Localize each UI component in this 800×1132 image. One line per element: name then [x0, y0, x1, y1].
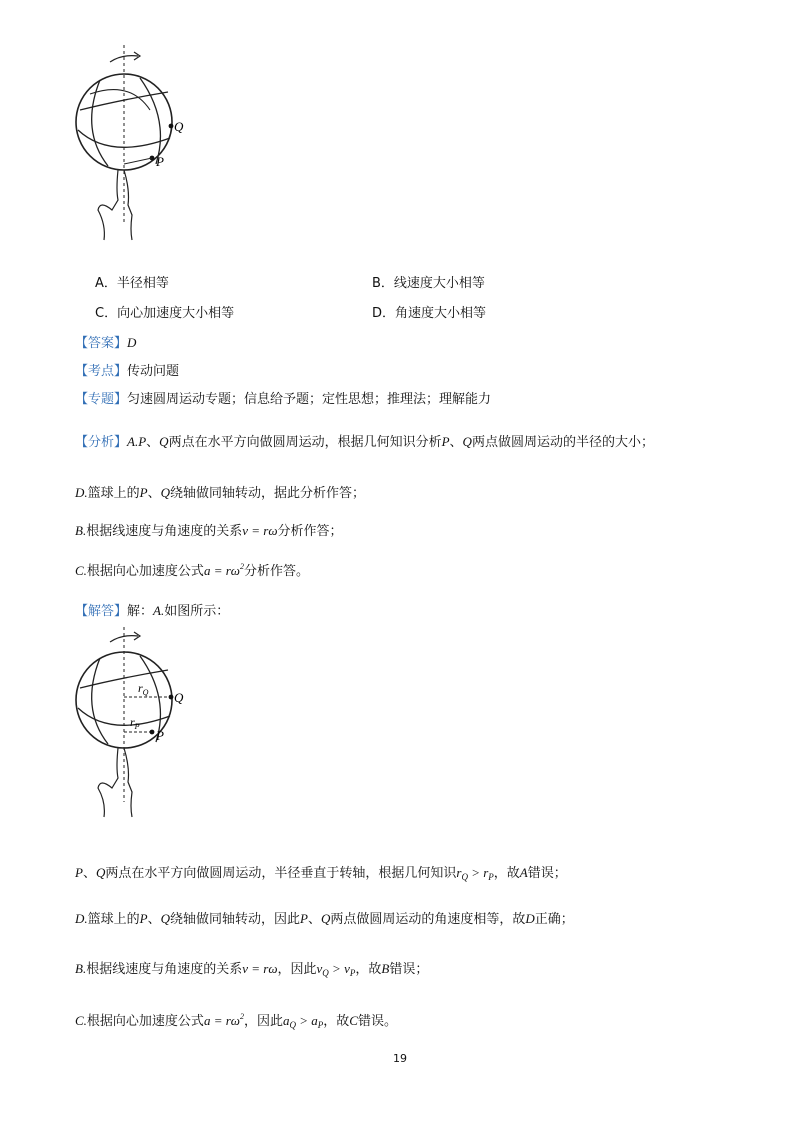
- fenxi-l3-text2: 分析作答；: [277, 524, 343, 539]
- sol2-text1: 篮球上的: [87, 912, 140, 927]
- sol4-a2: a: [311, 1013, 318, 1028]
- basketball-figure-2: [60, 622, 200, 822]
- sol1-a: A: [519, 865, 528, 880]
- sol3-text3: ，故: [355, 962, 382, 977]
- sol1-gt: >: [467, 865, 484, 880]
- sol1-r: r: [456, 865, 462, 880]
- sol1-q-sub: Q: [461, 872, 468, 882]
- fenxi-l2-q: Q: [160, 485, 171, 500]
- label-q-2: Q: [174, 690, 184, 705]
- jieda-intro: 解：: [127, 604, 154, 619]
- sol4-text2: ，因此: [243, 1014, 283, 1029]
- label-p-1: P: [156, 154, 164, 169]
- sol4-a: a: [282, 1013, 290, 1028]
- sol2-text4: 正确；: [534, 912, 574, 927]
- option-d: D．角速度大小相等: [372, 306, 487, 321]
- sol4-exp: 2: [239, 1012, 244, 1021]
- sol-line-3: [75, 958, 428, 978]
- fenxi-l3-text1: 根据线速度与角速度的关系: [86, 524, 243, 539]
- fenxi-line-4: [75, 560, 309, 579]
- fenxi-line-1: [75, 431, 654, 450]
- sep: 、: [147, 912, 161, 927]
- sol3-b: B: [381, 961, 390, 976]
- sep: 、: [146, 435, 160, 450]
- zhuanti-line: [75, 388, 491, 407]
- zhuanti-tag: 【专题】: [75, 392, 128, 407]
- sol-line-1: [75, 862, 567, 882]
- sol3-gt: >: [328, 961, 345, 976]
- sol3-v: v: [316, 961, 323, 976]
- fenxi-l4-text1: 根据向心加速度公式: [86, 564, 204, 579]
- sol-line-4: [75, 1010, 397, 1030]
- option-c: C．向心加速度大小相等: [95, 306, 235, 321]
- sol4-p-sub: P: [317, 1020, 324, 1030]
- jieda-line: [75, 600, 229, 619]
- sol3-text1: 根据线速度与角速度的关系: [86, 962, 243, 977]
- sol2-label: D.: [75, 911, 88, 926]
- fenxi-q: Q: [159, 434, 169, 449]
- jieda-intro-text: 如图所示：: [164, 604, 230, 619]
- option-a: A．半径相等: [95, 276, 169, 291]
- fenxi-q2: Q: [462, 434, 472, 449]
- fenxi-label-b: B.: [75, 523, 87, 538]
- sol4-label: C.: [75, 1013, 87, 1028]
- sep: 、: [307, 912, 321, 927]
- sep: 、: [147, 486, 161, 501]
- sol1-text2: 两点在水平方向做圆周运动，半径垂直于转轴，根据几何知识: [105, 866, 457, 881]
- sep: 、: [449, 435, 463, 450]
- sol4-q-sub: Q: [289, 1020, 296, 1030]
- label-p-2: P: [156, 728, 164, 743]
- jieda-tag: 【解答】: [75, 604, 128, 619]
- label-q-1: Q: [174, 119, 184, 134]
- basketball-figure-1: [60, 40, 200, 250]
- sol4-c: C: [349, 1013, 358, 1028]
- fenxi-tag: 【分析】: [75, 435, 128, 450]
- sol2-p2: P: [300, 911, 308, 926]
- page-number: 19: [393, 1052, 407, 1065]
- sol4-text1: 根据向心加速度公式: [86, 1014, 204, 1029]
- zhuanti-text: 匀速圆周运动专题；信息给予题；定性思想；推理法；理解能力: [127, 392, 492, 407]
- fenxi-label-c: C.: [75, 563, 87, 578]
- fenxi-text2: 两点做圆周运动的半径的大小；: [471, 435, 654, 450]
- sol2-text2: 绕轴做同轴转动，因此: [170, 912, 301, 927]
- sol4-text4: 错误。: [357, 1014, 397, 1029]
- label-rq: $r_Q$: [138, 681, 149, 697]
- fenxi-p: P: [441, 434, 450, 449]
- sol1-text4: 错误；: [527, 866, 567, 881]
- sol2-d: D: [525, 911, 535, 926]
- sol4-formula: a = rω: [203, 1013, 240, 1028]
- sol2-text3: 两点做圆周运动的角速度相等，故: [330, 912, 526, 927]
- fenxi-l2-text1: 篮球上的: [87, 486, 140, 501]
- sol1-r2: r: [483, 865, 489, 880]
- fenxi-text1: 两点在水平方向做圆周运动，根据几何知识分析: [168, 435, 442, 450]
- fenxi-l4-text2: 分析作答。: [243, 564, 309, 579]
- sol3-v2: v: [344, 961, 350, 976]
- sol2-q: Q: [160, 911, 171, 926]
- fenxi-label-ap: A.P: [127, 434, 147, 449]
- sol1-p: P: [75, 865, 83, 880]
- sol3-formula: v = rω: [242, 961, 278, 976]
- sol4-gt: >: [295, 1013, 312, 1028]
- sol3-q-sub: Q: [322, 968, 329, 978]
- answer-line: [75, 332, 136, 351]
- kaodian-text: 传动问题: [127, 364, 180, 379]
- fenxi-l4-exp: 2: [239, 562, 244, 571]
- sol2-p: P: [139, 911, 148, 926]
- sol1-p-sub: P: [488, 872, 494, 882]
- sep: 、: [82, 866, 96, 881]
- fenxi-line-3: [75, 520, 343, 539]
- answer-tag: 【答案】: [75, 336, 128, 351]
- kaodian-tag: 【考点】: [75, 364, 128, 379]
- fenxi-label-d: D.: [75, 485, 88, 500]
- sol2-q2: Q: [321, 911, 331, 926]
- sol3-text2: ，因此: [277, 962, 317, 977]
- jieda-label-a: A.: [153, 603, 165, 618]
- sol1-q: Q: [95, 865, 106, 880]
- option-b: B．线速度大小相等: [372, 276, 485, 291]
- sol3-label: B.: [75, 961, 87, 976]
- sol3-p-sub: P: [349, 968, 356, 978]
- fenxi-l3-formula: v = rω: [242, 523, 278, 538]
- answer-value: D: [127, 335, 137, 350]
- fenxi-line-2: [75, 482, 365, 501]
- sol1-text3: ，故: [493, 866, 520, 881]
- sol4-text3: ，故: [323, 1014, 350, 1029]
- fenxi-l4-formula: a = rω: [203, 563, 240, 578]
- sol3-text4: 错误；: [389, 962, 429, 977]
- label-rp: $r_P$: [130, 715, 140, 731]
- fenxi-l2-p: P: [139, 485, 148, 500]
- fenxi-l2-text2: 绕轴做同轴转动，据此分析作答；: [170, 486, 366, 501]
- kaodian-line: [75, 360, 179, 379]
- sol-line-2: [75, 908, 574, 927]
